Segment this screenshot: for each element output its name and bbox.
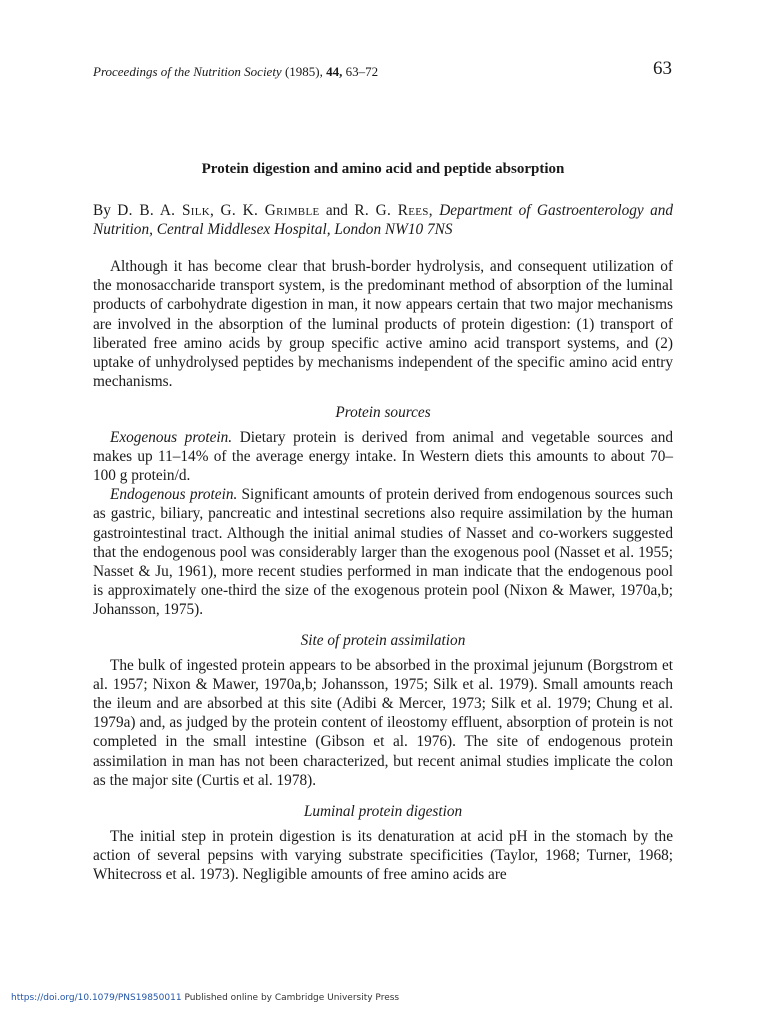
affiliation: Department of Gastroenterology and Nutrition, Central Middlesex Hospital, London NW10 7NS <box>93 202 674 239</box>
heading-site: Site of protein assimilation <box>300 631 466 649</box>
byline-and: and <box>325 202 348 220</box>
author-silk: D. B. A. Silk, <box>117 202 215 220</box>
byline-by: By <box>93 202 111 220</box>
byline <box>93 201 673 239</box>
doi-link[interactable]: https://doi.org/10.1079/PNS19850011 <box>11 993 182 1003</box>
author-rees: R. G. Rees, <box>354 202 433 220</box>
heading-luminal: Luminal protein digestion <box>303 802 463 820</box>
exogenous-paragraph <box>93 428 673 485</box>
intro-paragraph: Although it has become clear that brush-border hydrolysis, and consequent utilization of the monosaccharide transport system, is the predominant method of absorption of the luminal products of carbohydrate digestion in man, it now appears certain that two major mechanisms are involved in the absorption of the luminal products of protein digestion: (1) transport of liberated free amino acids by group specific active amino acid transport systems, and (2) uptake of unhydrolysed peptides by mechanisms independent of the specific amino acid entry mechanisms. <box>93 258 673 390</box>
running-head <box>93 64 678 80</box>
article-body <box>93 160 673 884</box>
published-note: Published online by Cambridge University Press <box>184 993 400 1003</box>
journal-pages: 63–72 <box>345 64 379 79</box>
footer <box>11 993 399 1003</box>
endogenous-text: Significant amounts of protein derived from endogenous sources such as gastric, biliary, pancreatic and intestinal secretions also require assimilation by the human gastrointestinal tract. Although the initial animal studies of Nasset and co-workers suggested that the endogenous pool was considerably larger than the exogenous pool (Nasset et al. 1955; Nasset & Ju, 1961), more recent studies performed in man indicate that the endogenous pool is approximately one-third the size of the exogenous protein pool (Nixon & Mawer, 1970a,b; Johansson, 1975). <box>93 486 673 618</box>
endogenous-paragraph <box>93 485 673 619</box>
luminal-paragraph: The initial step in protein digestion is its denaturation at acid pH in the stomach by the action of several pepsins with varying substrate specificities (Taylor, 1968; Turner, 1968; Whitecross et al. 1973). Negligible amounts of free amino acids are <box>93 827 673 883</box>
journal-year: (1985), <box>284 64 323 79</box>
author-grimble: G. K. Grimble <box>220 202 320 220</box>
journal-name: Proceedings of the Nutrition Society <box>93 64 282 79</box>
page-number: 63 <box>653 58 672 79</box>
exogenous-label: Exogenous protein. <box>110 429 233 447</box>
article-title: Protein digestion and amino acid and peptide absorption <box>201 161 565 177</box>
heading-protein-sources: Protein sources <box>335 403 431 421</box>
exogenous-text: Dietary protein is derived from animal and vegetable sources and makes up 11–14% of the average energy intake. In Western diets this amounts to about 70–100 g protein/d. <box>93 429 673 485</box>
journal-volume: 44, <box>326 64 343 79</box>
site-paragraph: The bulk of ingested protein appears to be absorbed in the proximal jejunum (Borgstrom et al. 1957; Nixon & Mawer, 1970a,b; Johansson, 1975; Silk et al. 1979). Small amounts reach the ileum and are absorbed at this site (Adibi & Mercer, 1973; Silk et al. 1979; Chung et al. 1979a) and, as judged by the protein content of ileostomy effluent, absorption of protein is not completed in the small intestine (Gibson et al. 1976). The site of endogenous protein assimilation in man has not been characterized, but recent animal studies implicate the colon as the major site (Curtis et al. 1978). <box>93 657 673 789</box>
endogenous-label: Endogenous protein. <box>110 486 238 504</box>
